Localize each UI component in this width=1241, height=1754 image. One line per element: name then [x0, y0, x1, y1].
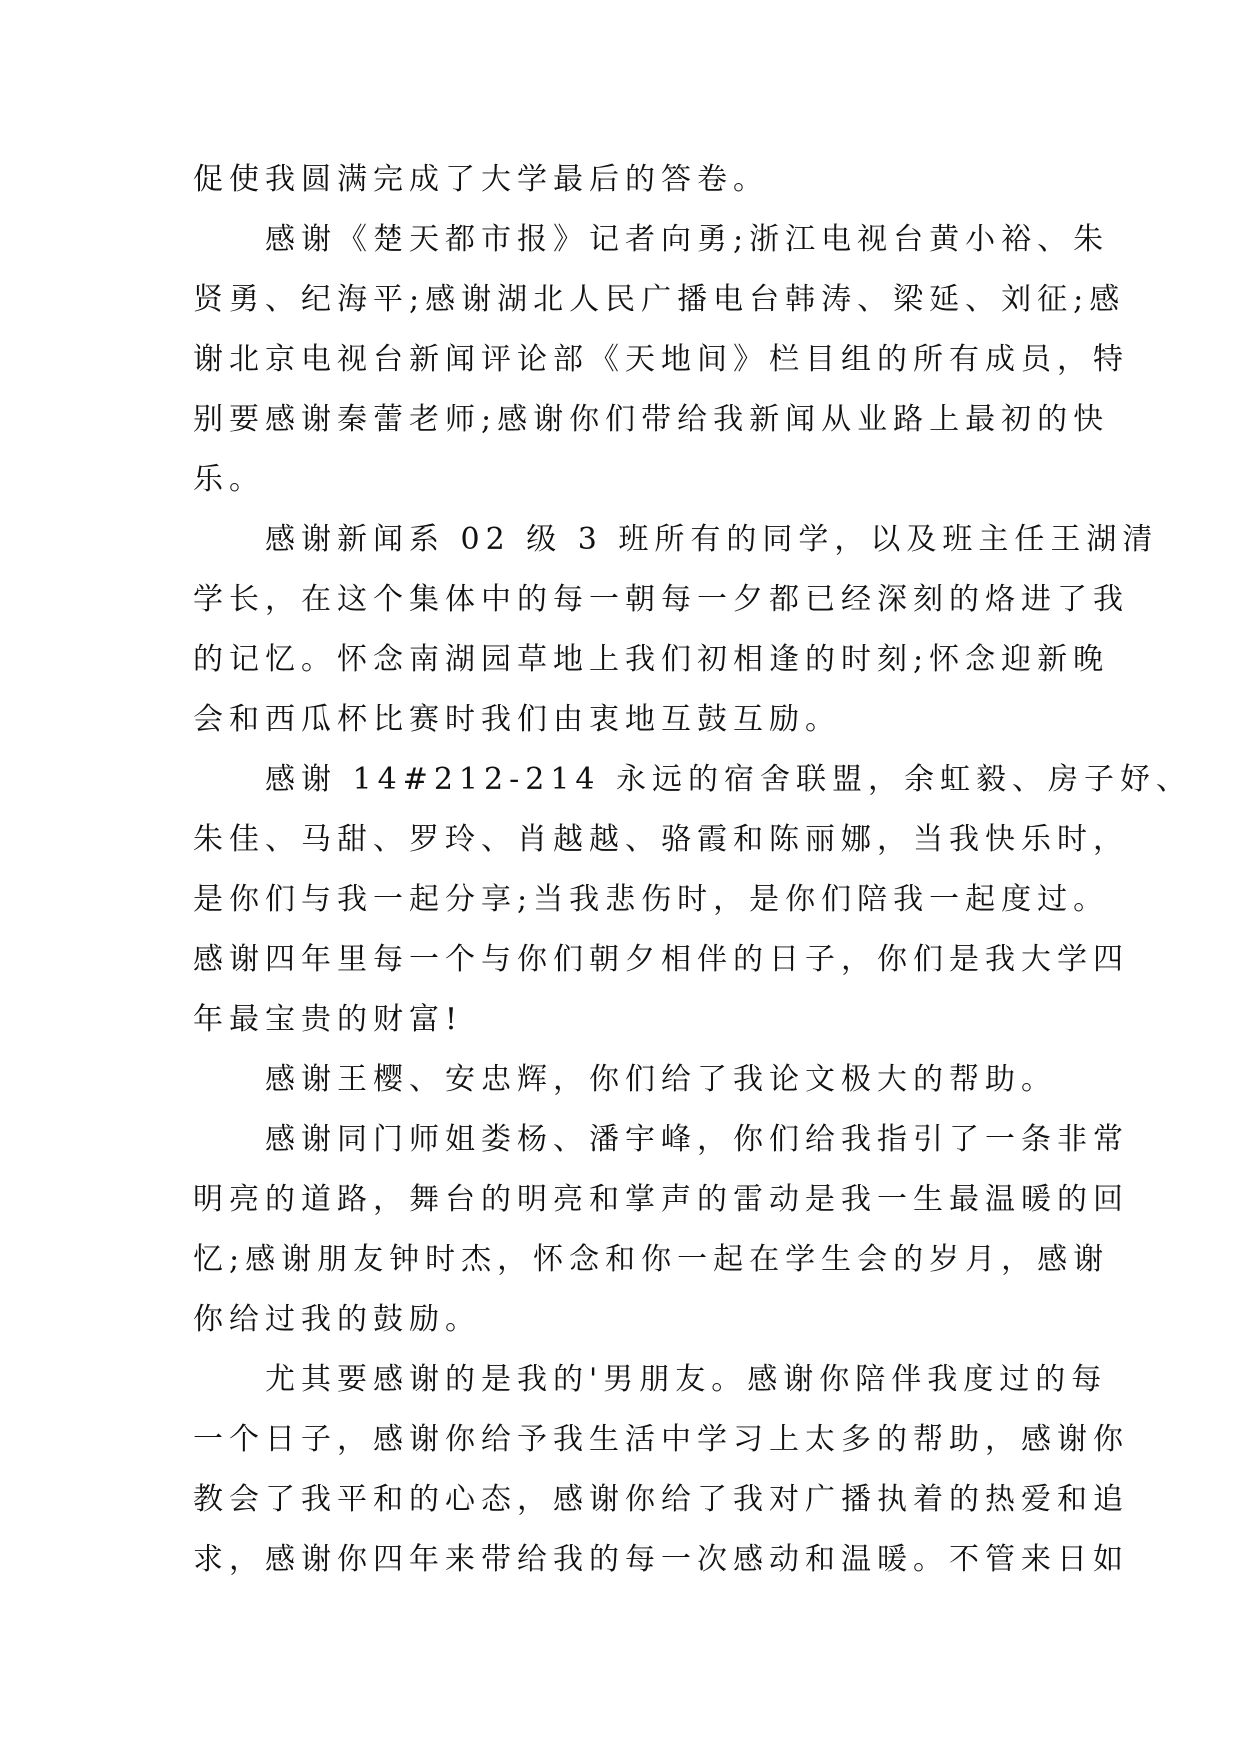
paragraph-acknowledgement-boyfriend	[193, 1350, 1129, 1590]
text-line: 感谢《楚天都市报》记者向勇;浙江电视台黄小裕、朱	[265, 222, 1110, 257]
text-line: 别要感谢秦蕾老师;感谢你们带给我新闻从业路上最初的快	[193, 402, 1110, 437]
text-line: 的记忆。怀念南湖园草地上我们初相逢的时刻;怀念迎新晚	[193, 642, 1110, 677]
text-line: 贤勇、纪海平;感谢湖北人民广播电台韩涛、梁延、刘征;感	[193, 282, 1126, 317]
paragraph-acknowledgement-seniors	[193, 1110, 1129, 1350]
body-text	[193, 150, 1193, 1590]
text-line: 明亮的道路，舞台的明亮和掌声的雷动是我一生最温暖的回	[193, 1182, 1129, 1217]
text-line: 感谢王樱、安忠辉，你们给了我论文极大的帮助。	[265, 1062, 1057, 1097]
text-line: 促使我圆满完成了大学最后的答卷。	[193, 162, 769, 197]
text-line: 谢北京电视台新闻评论部《天地间》栏目组的所有成员，特	[193, 342, 1129, 377]
paragraph-acknowledgement-thesis-help	[193, 1050, 1057, 1110]
text-line: 你给过我的鼓励。	[193, 1302, 481, 1337]
paragraph	[193, 150, 1053, 210]
paragraph-acknowledgement-media	[193, 210, 1129, 510]
text-line: 求，感谢你四年来带给我的每一次感动和温暖。不管来日如	[193, 1542, 1129, 1577]
text-line: 感谢同门师姐娄杨、潘宇峰，你们给我指引了一条非常	[265, 1122, 1129, 1157]
text-line: 是你们与我一起分享;当我悲伤时，是你们陪我一起度过。	[193, 882, 1110, 917]
text-line: 年最宝贵的财富!	[193, 1002, 464, 1037]
text-line: 学长，在这个集体中的每一朝每一夕都已经深刻的烙进了我	[193, 582, 1129, 617]
text-line: 感谢新闻系 02 级 3 班所有的同学，以及班主任王湖清	[265, 522, 1159, 557]
text-line: 一个日子，感谢你给予我生活中学习上太多的帮助，感谢你	[193, 1422, 1129, 1457]
text-line: 会和西瓜杯比赛时我们由衷地互鼓互励。	[193, 702, 841, 737]
text-line: 朱佳、马甜、罗玲、肖越越、骆霞和陈丽娜，当我快乐时，	[193, 822, 1129, 857]
paragraph-acknowledgement-classmates	[193, 510, 1159, 750]
text-line: 忆;感谢朋友钟时杰，怀念和你一起在学生会的岁月，感谢	[193, 1242, 1110, 1277]
text-line: 尤其要感谢的是我的'男朋友。感谢你陪伴我度过的每	[265, 1362, 1108, 1397]
text-line: 感谢四年里每一个与你们朝夕相伴的日子，你们是我大学四	[193, 942, 1129, 977]
paragraph-acknowledgement-roommates	[193, 750, 1193, 1050]
text-line: 乐。	[193, 462, 265, 497]
text-line: 感谢 14#212-214 永远的宿舍联盟，余虹毅、房子妤、	[265, 762, 1193, 797]
text-line: 教会了我平和的心态，感谢你给了我对广播执着的热爱和追	[193, 1482, 1129, 1517]
